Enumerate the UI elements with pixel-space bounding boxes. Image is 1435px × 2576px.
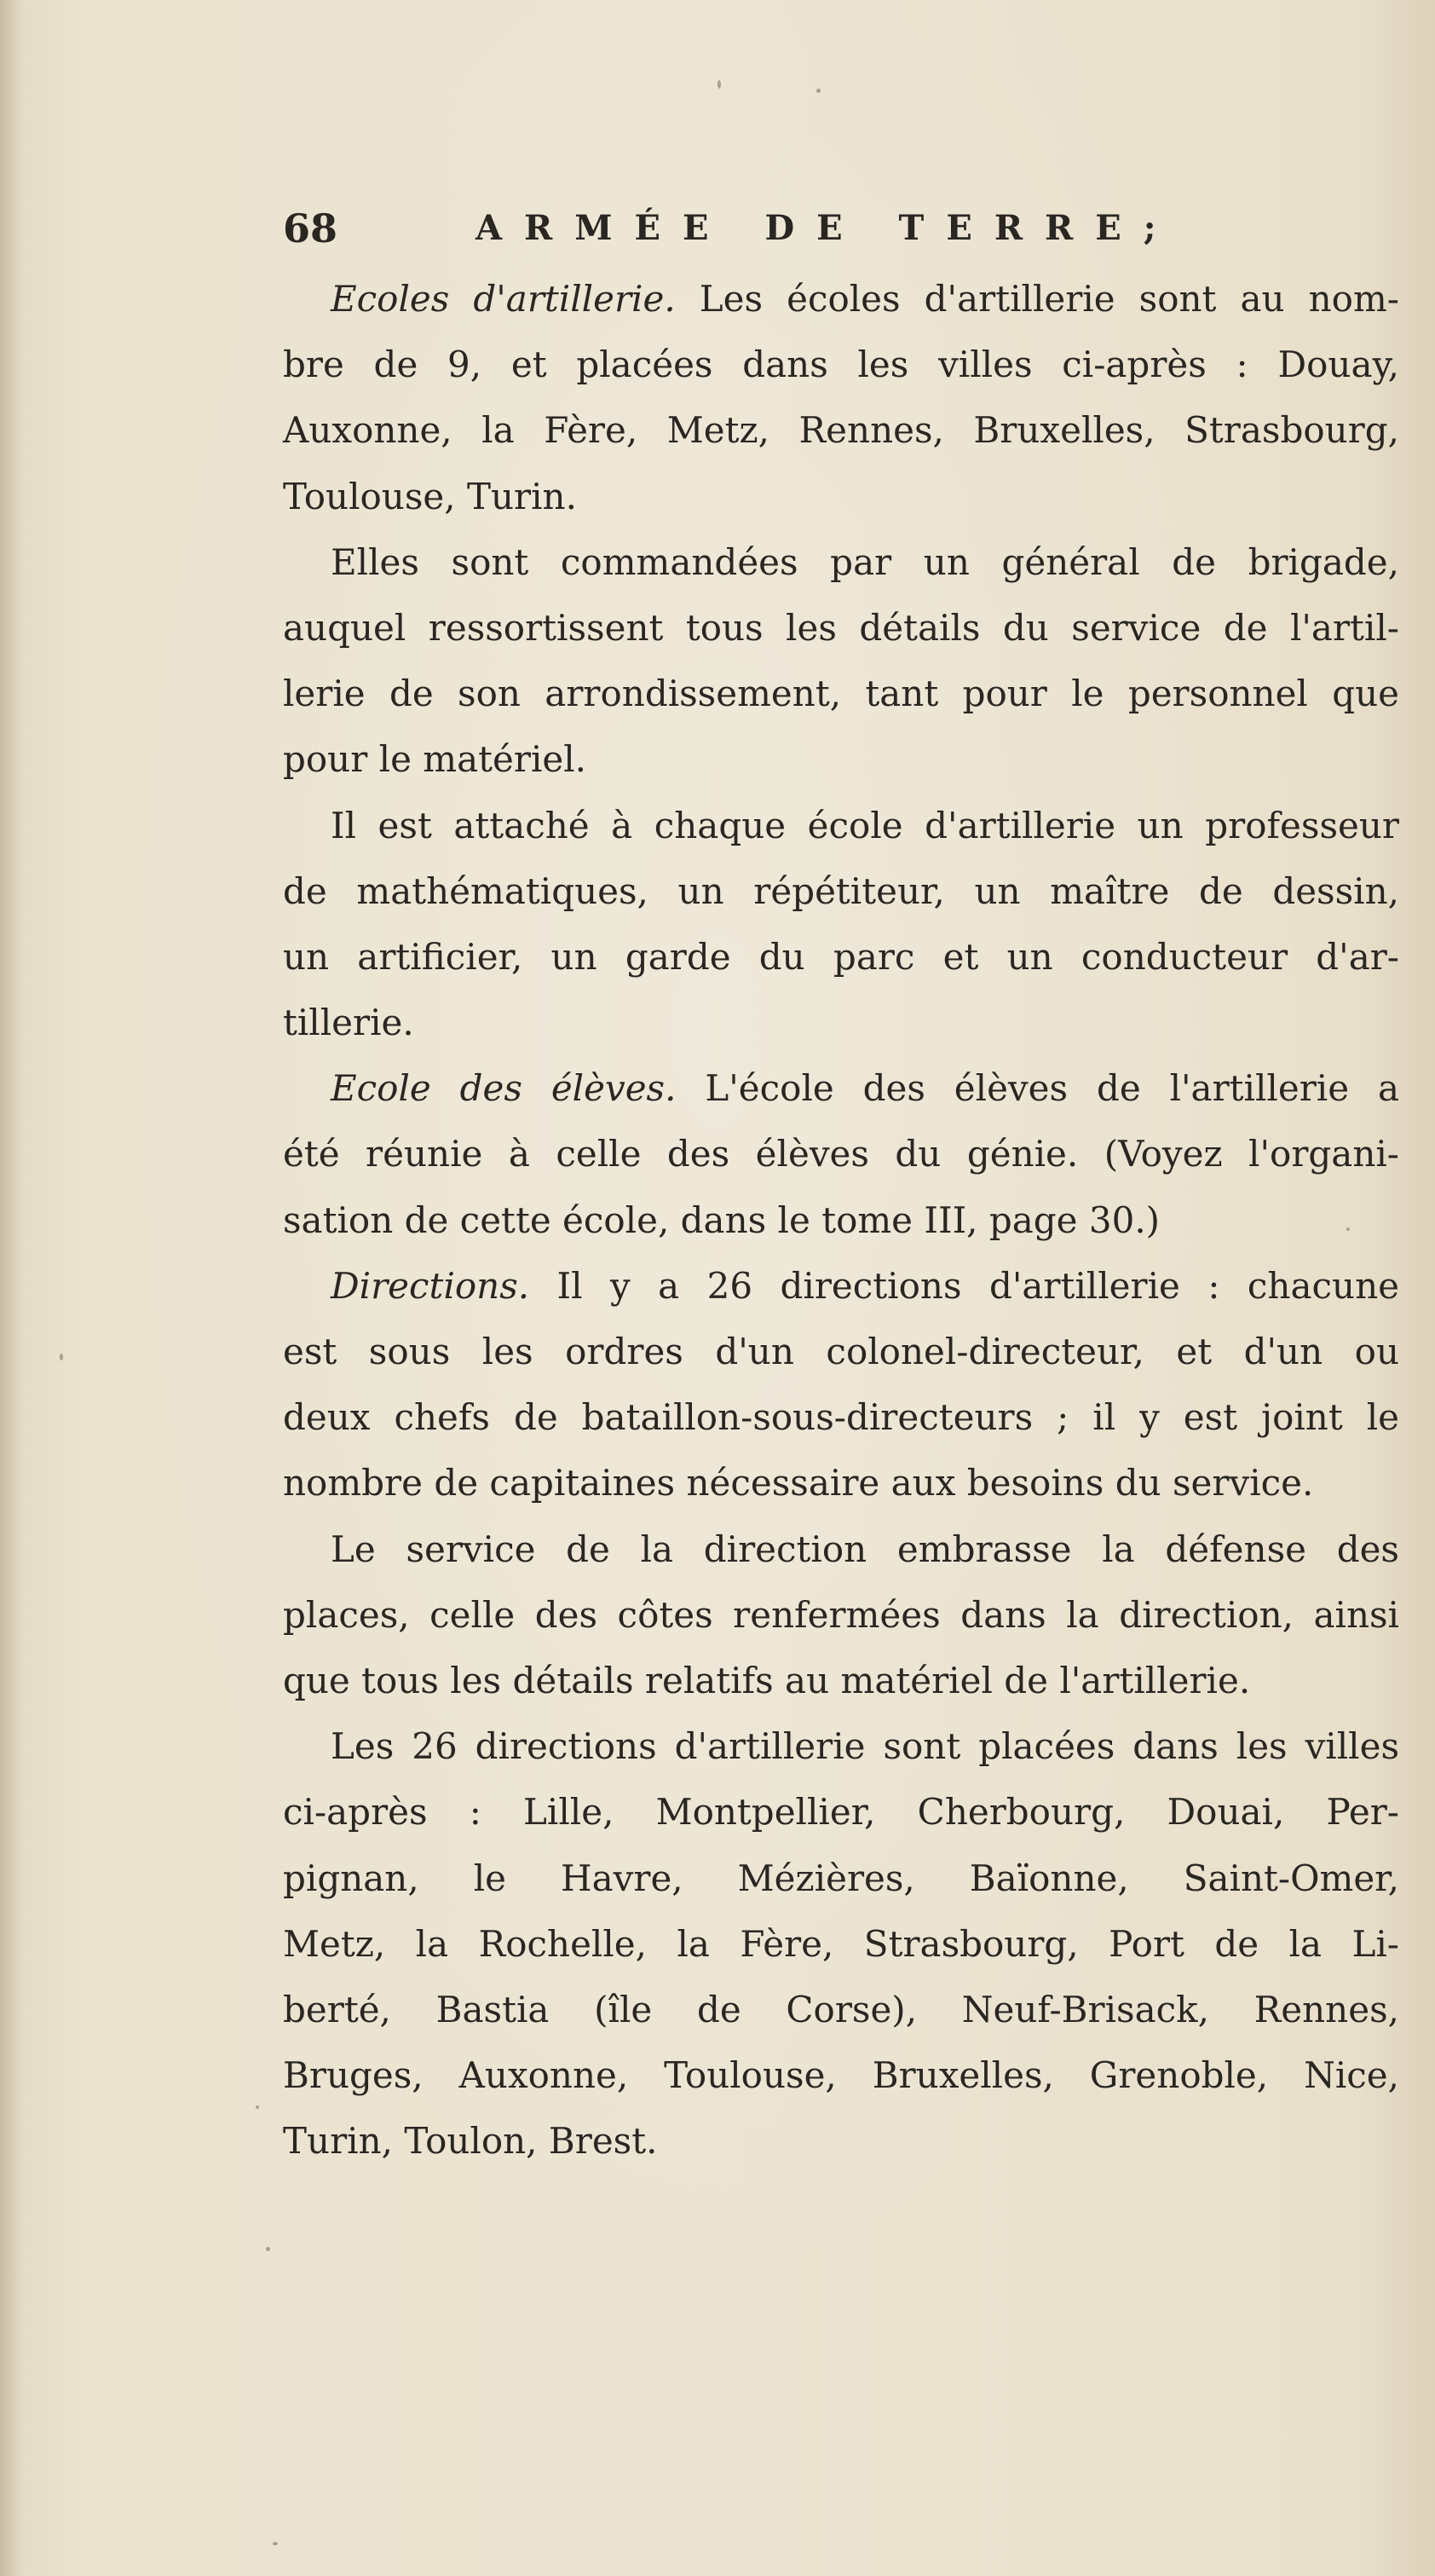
text-line [283,2042,1399,2108]
text-line [283,332,1399,397]
text-line [283,726,1399,792]
line-text: auquel ressortissent tous les détails du service de l'artil- [283,606,1399,649]
line-text: Il est attaché à chaque école d'artillerie un professeur [331,804,1399,846]
text-line [283,1911,1399,1977]
section-heading: Ecole des élèves. [331,1067,677,1110]
text-line [283,2108,1399,2174]
line-text: Les écoles d'artillerie sont au nom- [675,278,1399,320]
line-text: tillerie. [283,1002,414,1044]
line-text: Bruges, Auxonne, Toulouse, Bruxelles, Grenoble, Nice, [283,2054,1399,2097]
text-line [283,1055,1399,1121]
line-text: Les 26 directions d'artillerie sont placées dans les villes [331,1725,1399,1768]
line-text: Turin, Toulon, Brest. [283,2120,658,2163]
text-line [283,1384,1399,1450]
line-text: nombre de capitaines nécessaire aux besoins du service. [283,1462,1314,1505]
line-text: places, celle des côtes renfermées dans la direction, ainsi [283,1593,1399,1636]
line-text: sation de cette école, dans le tome III, page 30.) [283,1198,1161,1241]
text-line [283,858,1399,924]
paper-speck [266,2247,270,2251]
line-text: pour le matériel. [283,738,587,781]
line-text: Le service de la direction embrasse la défense des [331,1528,1399,1570]
page-number: 68 [283,205,338,251]
line-text: un artificier, un garde du parc et un conducteur d'ar- [283,935,1399,978]
line-text: que tous les détails relatifs au matériel de l'artillerie. [283,1659,1251,1701]
line-text: lerie de son arrondissement, tant pour le personnel que [283,673,1399,715]
text-line [283,1187,1399,1253]
text-line [283,595,1399,661]
line-text: de mathématiques, un répétiteur, un maître de dessin, [283,869,1399,912]
line-text: été réunie à celle des élèves du génie. (Voyez l'organi- [283,1133,1399,1175]
text-line [283,793,1399,858]
line-text: ci-après : Lille, Montpellier, Cherbourg, Douai, Per- [283,1791,1399,1834]
text-line [283,1319,1399,1384]
line-text: berté, Bastia (île de Corse), Neuf-Brisack, Rennes, [283,1988,1399,2030]
text-line [283,924,1399,990]
text-line [283,1450,1399,1516]
line-text: pignan, le Havre, Mézières, Baïonne, Saint-Omer, [283,1857,1399,1899]
line-text: Auxonne, la Fère, Metz, Rennes, Bruxelles, Strasbourg, [283,409,1399,452]
paper-speck [60,1354,63,1360]
paper-speck [256,2105,259,2109]
section-heading: Ecoles d'artillerie. [331,278,676,320]
line-text: L'école des élèves de l'artillerie a [676,1067,1399,1110]
text-line [283,1121,1399,1187]
paper-speck [1346,1227,1350,1231]
section-heading: Directions. [331,1264,530,1307]
line-text: Metz, la Rochelle, la Fère, Strasbourg, Port de la Li- [283,1922,1399,1965]
line-text: deux chefs de bataillon-sous-directeurs ; il y est joint le [283,1396,1399,1439]
text-line [283,1779,1399,1845]
spine-shadow [0,0,22,2576]
text-line [283,1713,1399,1779]
text-line [283,1977,1399,2042]
text-line [283,661,1399,726]
text-line [283,1253,1399,1319]
text-line [283,990,1399,1055]
running-head: ARMÉE DE TERRE; [475,208,1179,248]
text-line [283,1582,1399,1648]
body-text [283,266,1399,2174]
text-line [283,266,1399,332]
text-line [283,1845,1399,1911]
text-line [283,464,1399,529]
text-line [283,529,1399,595]
line-text: Il y a 26 directions d'artillerie : chacune [529,1264,1399,1307]
text-line [283,1516,1399,1582]
line-text: Elles sont commandées par un général de brigade, [331,540,1399,583]
line-text: bre de 9, et placées dans les villes ci-après : Douay, [283,344,1399,386]
line-text: Toulouse, Turin. [283,475,577,517]
paper-speck [816,89,821,93]
line-text: est sous les ordres d'un colonel-directeur, et d'un ou [283,1331,1399,1372]
text-line [283,397,1399,463]
paper-speck [273,2542,278,2545]
page-header [283,194,1237,263]
text-line [283,1648,1399,1713]
paper-speck [718,80,721,89]
